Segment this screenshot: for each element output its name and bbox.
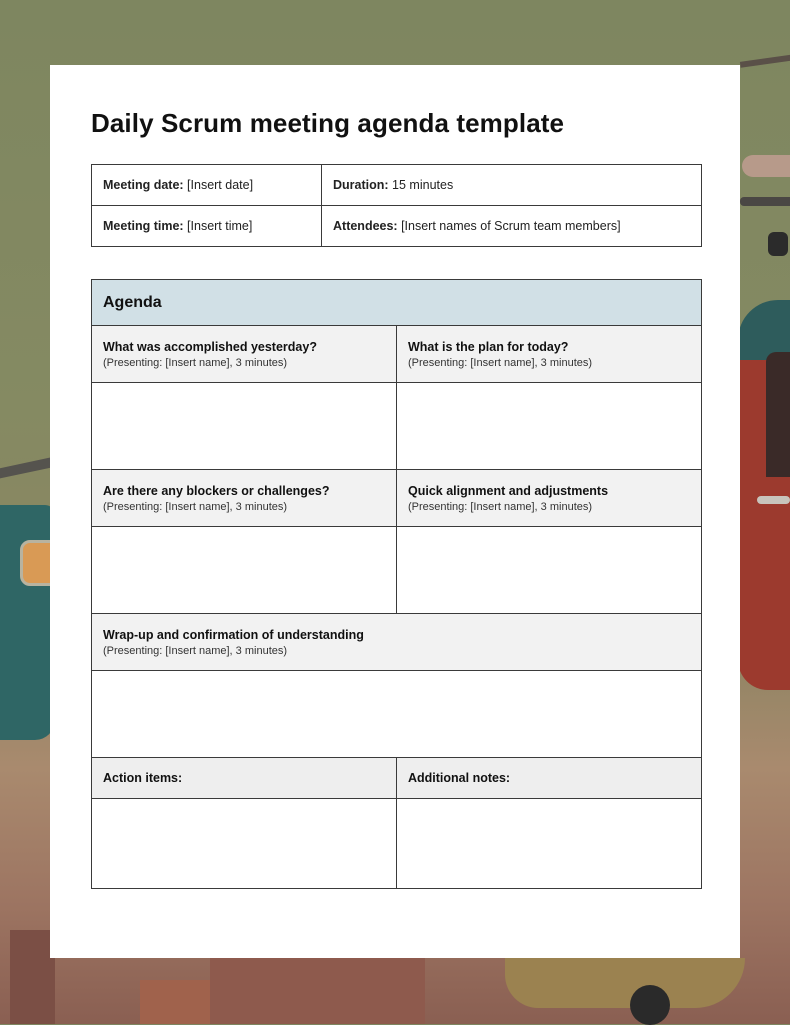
agenda-item-wrapup xyxy=(92,614,702,671)
agenda-question-row xyxy=(92,470,702,527)
agenda-item-alignment xyxy=(397,470,702,527)
background-rotor-hub xyxy=(768,232,788,256)
agenda-question: Wrap-up and confirmation of understanding xyxy=(103,627,364,642)
meeting-date-value: [Insert date] xyxy=(187,178,254,192)
answer-field-alignment[interactable] xyxy=(397,527,702,614)
agenda-question: What is the plan for today? xyxy=(408,339,569,354)
agenda-presenter: (Presenting: [Insert name], 3 minutes) xyxy=(103,644,288,657)
agenda-presenter: (Presenting: [Insert name], 3 minutes) xyxy=(408,356,593,369)
meeting-time-cell[interactable] xyxy=(92,206,322,247)
background-building xyxy=(10,930,55,1024)
agenda-table xyxy=(91,279,702,889)
meeting-time-value: [Insert time] xyxy=(187,219,253,233)
agenda-presenter: (Presenting: [Insert name], 3 minutes) xyxy=(103,500,288,513)
agenda-item-blockers xyxy=(92,470,397,527)
answer-field-yesterday[interactable] xyxy=(92,383,397,470)
notes-label-row xyxy=(92,758,702,799)
background-building xyxy=(140,980,210,1024)
agenda-question-row xyxy=(92,326,702,383)
agenda-presenter: (Presenting: [Insert name], 3 minutes) xyxy=(408,500,593,513)
duration-label: Duration: xyxy=(333,178,389,192)
background-rotor xyxy=(740,54,790,68)
agenda-header-row xyxy=(92,280,702,326)
agenda-presenter: (Presenting: [Insert name], 3 minutes) xyxy=(103,356,288,369)
agenda-question: Quick alignment and adjustments xyxy=(408,483,609,498)
agenda-question: What was accomplished yesterday? xyxy=(103,339,317,354)
agenda-answer-row xyxy=(92,527,702,614)
answer-field-wrapup[interactable] xyxy=(92,671,702,758)
background-car-window xyxy=(766,352,790,477)
meeting-info-table xyxy=(91,164,702,247)
answer-field-blockers[interactable] xyxy=(92,527,397,614)
meeting-time-label: Meeting time: xyxy=(103,219,184,233)
duration-value: 15 minutes xyxy=(392,178,454,192)
background-car-wheel xyxy=(630,985,670,1025)
background-car-roof xyxy=(738,300,790,360)
attendees-value: [Insert names of Scrum team members] xyxy=(401,219,621,233)
document-page xyxy=(50,65,740,958)
page-title: Daily Scrum meeting agenda template xyxy=(91,108,565,138)
background-flying-car xyxy=(505,958,745,1008)
duration-cell[interactable] xyxy=(322,165,702,206)
agenda-item-today xyxy=(397,326,702,383)
additional-notes-label: Additional notes: xyxy=(397,758,702,799)
agenda-heading: Agenda xyxy=(92,280,702,326)
agenda-question-row xyxy=(92,614,702,671)
additional-notes-field[interactable] xyxy=(397,799,702,889)
meeting-date-cell[interactable] xyxy=(92,165,322,206)
notes-field-row xyxy=(92,799,702,889)
attendees-cell[interactable] xyxy=(322,206,702,247)
action-items-label: Action items: xyxy=(92,758,397,799)
agenda-answer-row xyxy=(92,383,702,470)
background-rotor xyxy=(740,197,790,206)
action-items-field[interactable] xyxy=(92,799,397,889)
answer-field-today[interactable] xyxy=(397,383,702,470)
background-rotor xyxy=(742,155,790,177)
background-building xyxy=(210,958,425,1024)
table-row xyxy=(92,206,702,247)
table-row xyxy=(92,165,702,206)
background-car-handle xyxy=(757,496,790,504)
attendees-label: Attendees: xyxy=(333,219,398,233)
agenda-item-yesterday xyxy=(92,326,397,383)
meeting-date-label: Meeting date: xyxy=(103,178,184,192)
agenda-answer-row xyxy=(92,671,702,758)
agenda-question: Are there any blockers or challenges? xyxy=(103,483,330,498)
